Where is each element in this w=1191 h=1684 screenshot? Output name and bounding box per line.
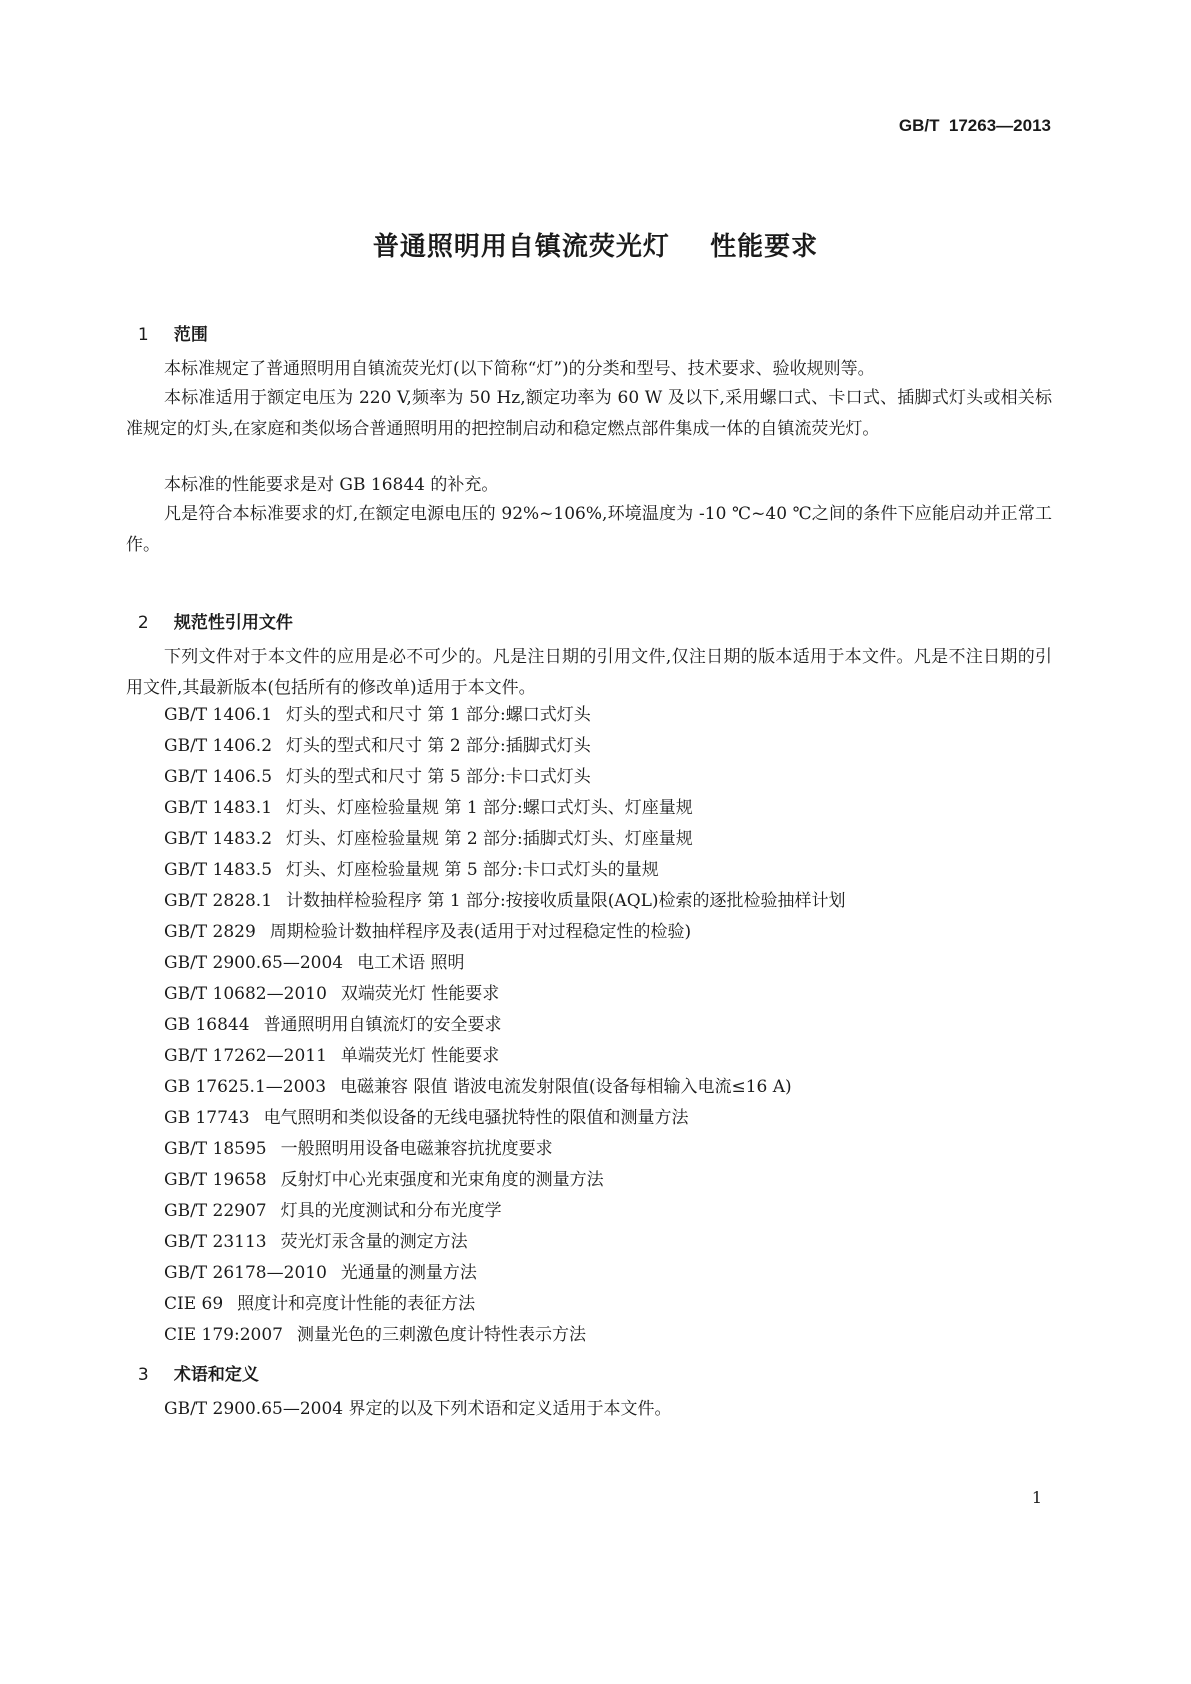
section-number: 1 (137, 325, 149, 345)
reference-title: 荧光灯汞含量的测定方法 (280, 1232, 468, 1252)
reference-title: 电气照明和类似设备的无线电骚扰特性的限值和测量方法 (263, 1108, 689, 1128)
reference-title: 反射灯中心光束强度和光束角度的测量方法 (280, 1170, 604, 1190)
reference-item (164, 855, 846, 886)
reference-code: GB/T 23113 (164, 1232, 267, 1252)
standard-number: GB/T 17263—2013 (898, 116, 1051, 135)
reference-item (164, 1072, 846, 1103)
page-number: 1 (1031, 1488, 1042, 1507)
reference-code: GB/T 1406.2 (164, 736, 273, 756)
reference-title: 照度计和亮度计性能的表征方法 (237, 1294, 476, 1314)
reference-code: GB/T 1483.5 (164, 860, 273, 880)
reference-code: GB/T 1483.1 (164, 798, 273, 818)
reference-item (164, 1134, 846, 1165)
reference-code: GB/T 2828.1 (164, 891, 273, 911)
reference-item (164, 731, 846, 762)
reference-item (164, 1103, 846, 1134)
section-title: 术语和定义 (173, 1365, 259, 1385)
reference-item (164, 1320, 846, 1351)
reference-title: 灯头、灯座检验量规 第 5 部分:卡口式灯头的量规 (286, 860, 659, 880)
reference-code: GB/T 2829 (164, 922, 256, 942)
section-2-intro: 下列文件对于本文件的应用是必不可少的。凡是注日期的引用文件,仅注日期的版本适用于本文件。凡是不注日期的引用文件,其最新版本(包括所有的修改单)适用于本文件。 (126, 647, 1052, 698)
section-3-intro: GB/T 2900.65—2004 界定的以及下列术语和定义适用于本文件。 (164, 1399, 672, 1419)
reference-title: 普通照明用自镇流灯的安全要求 (263, 1015, 502, 1035)
reference-item (164, 1165, 846, 1196)
reference-item (164, 1010, 846, 1041)
reference-title: 测量光色的三刺激色度计特性表示方法 (296, 1325, 586, 1345)
reference-item (164, 1227, 846, 1258)
section-1-paragraph: 本标准适用于额定电压为 220 V,频率为 50 Hz,额定功率为 60 W 及以下,采用螺口式、卡口式、插脚式灯头或相关标准规定的灯头,在家庭和类似场合普通照明用的把控制启动和稳定燃点部件集成一体的自镇流荧光灯。 (126, 388, 1052, 439)
section-number: 3 (137, 1365, 149, 1385)
reference-code: GB/T 18595 (164, 1139, 267, 1159)
reference-code: GB 16844 (164, 1015, 250, 1035)
reference-title: 双端荧光灯 性能要求 (340, 984, 500, 1004)
reference-title: 光通量的测量方法 (340, 1263, 477, 1283)
section-2-heading (126, 588, 293, 633)
reference-item (164, 917, 846, 948)
reference-item (164, 793, 846, 824)
reference-code: GB 17743 (164, 1108, 250, 1128)
reference-item (164, 824, 846, 855)
reference-item (164, 1258, 846, 1289)
reference-code: GB/T 2900.65—2004 (164, 953, 344, 973)
section-1-paragraph: 本标准规定了普通照明用自镇流荧光灯(以下简称“灯”)的分类和型号、技术要求、验收规则等。 (164, 359, 875, 379)
reference-title: 一般照明用设备电磁兼容抗扰度要求 (280, 1139, 553, 1159)
reference-item (164, 979, 846, 1010)
reference-title: 灯头的型式和尺寸 第 1 部分:螺口式灯头 (286, 705, 591, 725)
reference-code: GB/T 17262—2011 (164, 1046, 327, 1066)
reference-title: 电磁兼容 限值 谐波电流发射限值(设备每相输入电流≤16 A) (340, 1077, 792, 1097)
document-title: 普通照明用自镇流荧光灯 性能要求 (372, 232, 819, 262)
section-3-heading (126, 1340, 259, 1385)
section-title: 范围 (173, 325, 208, 345)
reference-item (164, 762, 846, 793)
reference-item (164, 886, 846, 917)
reference-title: 周期检验计数抽样程序及表(适用于对过程稳定性的检验) (269, 922, 692, 942)
reference-code: GB/T 1406.1 (164, 705, 273, 725)
reference-title: 灯头、灯座检验量规 第 1 部分:螺口式灯头、灯座量规 (286, 798, 693, 818)
reference-title: 灯头的型式和尺寸 第 5 部分:卡口式灯头 (286, 767, 591, 787)
reference-title: 计数抽样检验程序 第 1 部分:按接收质量限(AQL)检索的逐批检验抽样计划 (286, 891, 846, 911)
reference-title: 灯具的光度测试和分布光度学 (280, 1201, 502, 1221)
reference-code: CIE 179:2007 (164, 1325, 283, 1345)
section-1-paragraph: 本标准的性能要求是对 GB 16844 的补充。 (164, 475, 499, 495)
reference-code: CIE 69 (164, 1294, 224, 1314)
section-number: 2 (137, 613, 149, 633)
section-title: 规范性引用文件 (173, 613, 293, 633)
reference-code: GB/T 1406.5 (164, 767, 273, 787)
reference-item (164, 1196, 846, 1227)
reference-code: GB/T 19658 (164, 1170, 267, 1190)
reference-item (164, 1041, 846, 1072)
reference-title: 灯头、灯座检验量规 第 2 部分:插脚式灯头、灯座量规 (286, 829, 693, 849)
reference-title: 电工术语 照明 (357, 953, 465, 973)
reference-code: GB/T 26178—2010 (164, 1263, 327, 1283)
reference-item (164, 700, 846, 731)
section-1-heading (126, 300, 208, 345)
reference-title: 灯头的型式和尺寸 第 2 部分:插脚式灯头 (286, 736, 591, 756)
reference-code: GB/T 10682—2010 (164, 984, 327, 1004)
reference-item (164, 1289, 846, 1320)
reference-title: 单端荧光灯 性能要求 (340, 1046, 500, 1066)
reference-code: GB/T 22907 (164, 1201, 267, 1221)
section-1-paragraph: 凡是符合本标准要求的灯,在额定电源电压的 92%~106%,环境温度为 -10 ℃~40 ℃之间的条件下应能启动并正常工作。 (126, 504, 1052, 555)
normative-reference-list (164, 700, 846, 1351)
reference-code: GB/T 1483.2 (164, 829, 273, 849)
reference-item (164, 948, 846, 979)
reference-code: GB 17625.1—2003 (164, 1077, 327, 1097)
